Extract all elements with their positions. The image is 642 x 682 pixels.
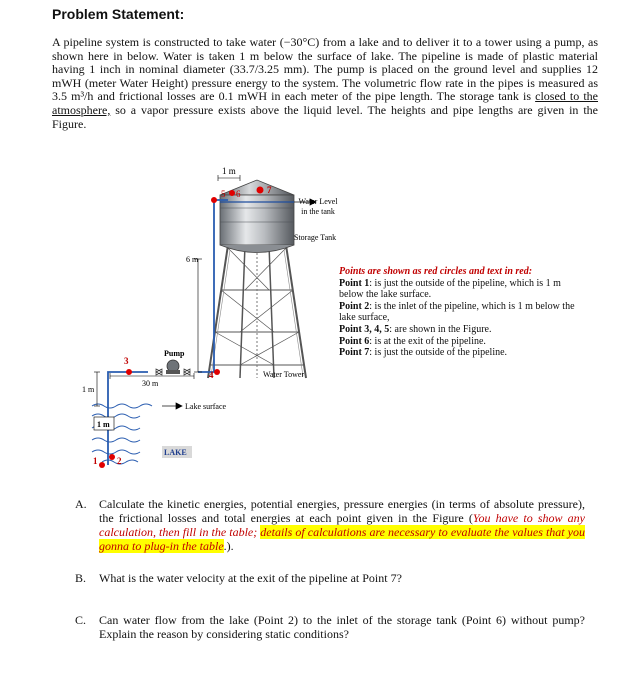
question-a-red-note: You have to show any calculation, then fill in the table;	[99, 511, 586, 539]
note-point-7-label: Point 7	[339, 347, 370, 359]
note-point-1-text: : is just the outside of the pipeline, which is 1 m below the lake surface.	[339, 277, 561, 301]
tower-structure	[208, 245, 306, 378]
question-b-label: B.	[75, 571, 87, 585]
question-a-text: Calculate the kinetic energies, potential energies, pressure energies (in terms of absolute pressure), the frictional losses and total energies at each point given in the Figure (	[99, 497, 585, 525]
question-c-label: C.	[75, 613, 87, 627]
point-marker-1	[99, 462, 105, 468]
point-label-4: 4	[209, 370, 214, 380]
intro-text-2: ) from a lake and to deliver it to a tower using a pump, as shown here in below. Water is taken 1 m below the surface of lake. The pipeline is made of plastic material having 1 inch in nominal diameter (33.7/3.25 mm). The pump is placed on the ground level and supplies 12 mWH (meter Water Height) pressure energy to the system. The volumetric flow rate in the pipes is measured as	[52, 35, 598, 90]
point-label-1: 1	[93, 456, 98, 466]
question-b-text: What is the water velocity at the exit of the pipeline at Point 7?	[99, 571, 402, 585]
point-marker-7	[257, 187, 264, 194]
intro-closed-tank: closed to the atmosphere,	[52, 89, 599, 117]
page-title: Problem Statement:	[52, 6, 185, 22]
note-point-1-label: Point 1	[339, 277, 370, 289]
label-pump: Pump	[164, 349, 185, 358]
question-a	[75, 497, 585, 553]
note-point-6	[339, 336, 577, 348]
label-6m: 6 m	[186, 255, 199, 264]
point-marker-3	[126, 369, 132, 375]
intro-flow-rate: 3.5 m³/h	[52, 89, 94, 104]
point-label-6: 6	[236, 189, 241, 199]
point-label-7: 7	[267, 185, 272, 195]
point-marker-6	[229, 190, 235, 196]
label-1m-top: 1 m	[222, 166, 236, 176]
note-point-6-label: Point 6	[339, 335, 370, 347]
point-marker-5	[211, 197, 217, 203]
notes-header: Points are shown as red circles and text in red:	[339, 266, 533, 277]
point-label-2: 2	[117, 456, 122, 466]
problem-intro	[52, 36, 598, 131]
lake	[92, 404, 152, 464]
pipeline-figure	[80, 160, 340, 470]
question-a-highlight: details of calculations are necessary to evaluate the values that you gonna to plug-in the table	[99, 525, 585, 553]
point-marker-2	[109, 454, 115, 460]
label-1m-box: 1 m	[97, 420, 110, 429]
question-b	[75, 571, 585, 585]
intro-text-4: so a vapor pressure exists above the liquid level. The heights and pipe lengths are given in the Figure.	[52, 102, 598, 131]
points-notes	[339, 266, 577, 359]
note-point-7	[339, 347, 577, 359]
note-point-345	[339, 324, 577, 336]
question-a-body	[99, 497, 585, 553]
note-point-6-text: : is at the exit of the pipeline.	[369, 335, 486, 347]
label-lake-surface: Lake surface	[185, 402, 227, 411]
question-c-text: Can water flow from the lake (Point 2) to the inlet of the storage tank (Point 6) without pump? Explain the reason by considering static conditions?	[99, 613, 585, 641]
point-marker-4	[214, 369, 220, 375]
pump	[156, 360, 190, 375]
question-a-end: .).	[223, 539, 234, 553]
question-a-label: A.	[75, 497, 87, 511]
note-point-2	[339, 301, 577, 324]
pipeline	[108, 200, 228, 465]
note-point-7-text: : is just the outside of the pipeline.	[369, 347, 508, 359]
point-label-3: 3	[124, 356, 129, 366]
label-storage-tank: Storage Tank	[294, 233, 337, 242]
label-water-tower: Water Tower	[263, 370, 305, 379]
note-point-345-label: Point 3, 4, 5	[339, 323, 390, 335]
label-30m: 30 m	[142, 379, 159, 388]
label-in-tank: in the tank	[301, 207, 335, 216]
intro-temperature: −30°C	[283, 35, 316, 49]
note-point-2-text: : is the inlet of the pipeline, which is 1 m below the lake surface,	[339, 300, 575, 324]
intro-text-3: and frictional losses are 0.1 mWH in each meter of the pipe length. The storage tank is	[93, 89, 536, 104]
question-c	[75, 613, 585, 641]
questions	[75, 497, 585, 641]
point-label-5: 5	[221, 189, 226, 199]
label-1m-left: 1 m	[82, 385, 95, 394]
label-water-level: Water Level	[298, 197, 338, 206]
note-point-345-text: : are shown in the Figure.	[389, 323, 492, 335]
intro-text-1: A pipeline system is constructed to take water (	[52, 35, 284, 49]
note-point-2-label: Point 2	[339, 300, 370, 312]
label-lake: LAKE	[164, 448, 187, 457]
note-point-1	[339, 278, 577, 301]
